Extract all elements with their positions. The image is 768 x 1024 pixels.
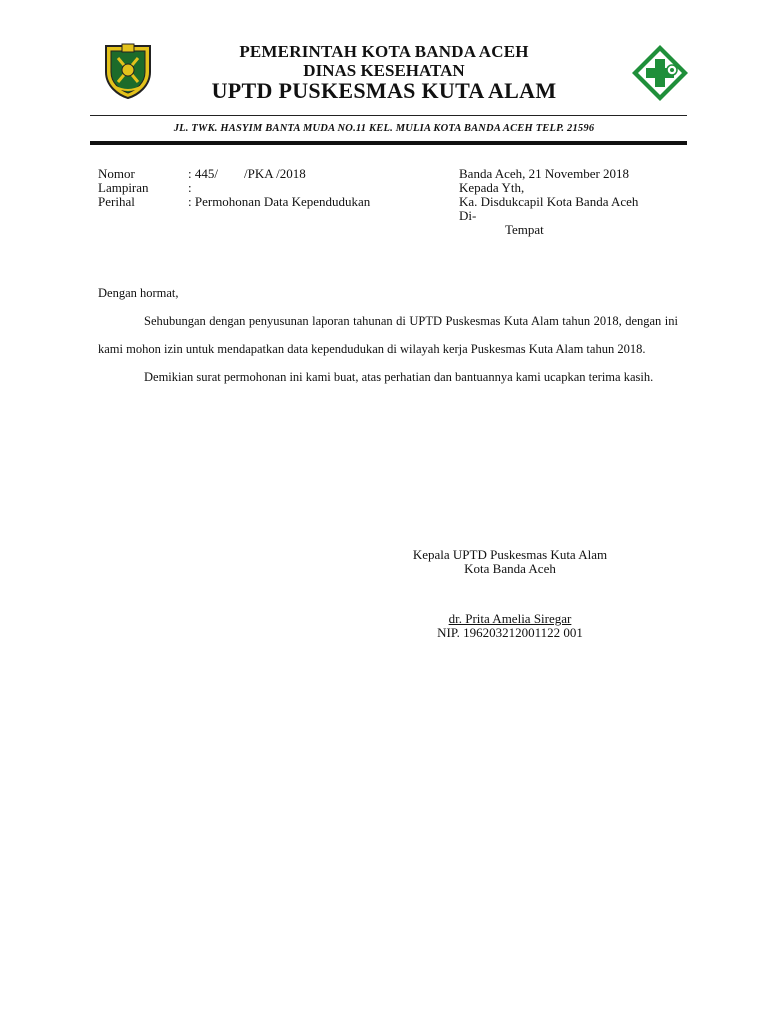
letter-date: Banda Aceh, 21 November 2018 xyxy=(459,166,630,181)
recipient-place: Tempat xyxy=(505,222,544,237)
signatory-nip: NIP. 196203212001122 001 xyxy=(437,625,583,640)
letter-body xyxy=(98,279,678,391)
perihal-label: Perihal xyxy=(98,194,135,209)
letterhead-institution: UPTD PUSKESMAS KUTA ALAM xyxy=(211,78,557,103)
letter-meta xyxy=(98,167,438,209)
signature-block xyxy=(380,548,640,640)
body-paragraph-2: Demikian surat permohonan ini kami buat, atas perhatian dan bantuannya kami ucapkan terima kasih. xyxy=(144,370,654,384)
signatory-name: dr. Prita Amelia Siregar xyxy=(448,611,572,626)
recipient-di: Di- xyxy=(459,208,477,223)
lampiran-label: Lampiran xyxy=(98,180,149,195)
nomor-value: : 445/ /PKA /2018 xyxy=(188,166,306,181)
signatory-city: Kota Banda Aceh xyxy=(464,561,556,576)
letterhead-department: DINAS KESEHATAN xyxy=(303,61,465,80)
nomor-label: Nomor xyxy=(98,166,135,181)
letterhead-address: JL. TWK. HASYIM BANTA MUDA NO.11 KEL. MULIA KOTA BANDA ACEH TELP. 21596 xyxy=(173,123,595,134)
header-divider-thick xyxy=(90,141,687,145)
header-divider-thin xyxy=(90,115,687,116)
recipient-name: Ka. Disdukcapil Kota Banda Aceh xyxy=(459,194,639,209)
body-paragraph-1: Sehubungan dengan penyusunan laporan tahunan di UPTD Puskesmas Kuta Alam tahun 2018, dengan ini kami mohon izin untuk mendapatkan data kependudukan di wilayah kerja Puskesmas Kuta Alam tahun 2018. xyxy=(98,314,678,356)
recipient-greeting: Kepada Yth, xyxy=(459,180,525,195)
perihal-value: : Permohonan Data Kependudukan xyxy=(188,194,371,209)
lampiran-value: : xyxy=(188,180,192,195)
letterhead-government: PEMERINTAH KOTA BANDA ACEH xyxy=(239,42,529,61)
recipient-block xyxy=(459,167,689,237)
signatory-title: Kepala UPTD Puskesmas Kuta Alam xyxy=(412,547,608,562)
greeting: Dengan hormat, xyxy=(98,286,179,300)
